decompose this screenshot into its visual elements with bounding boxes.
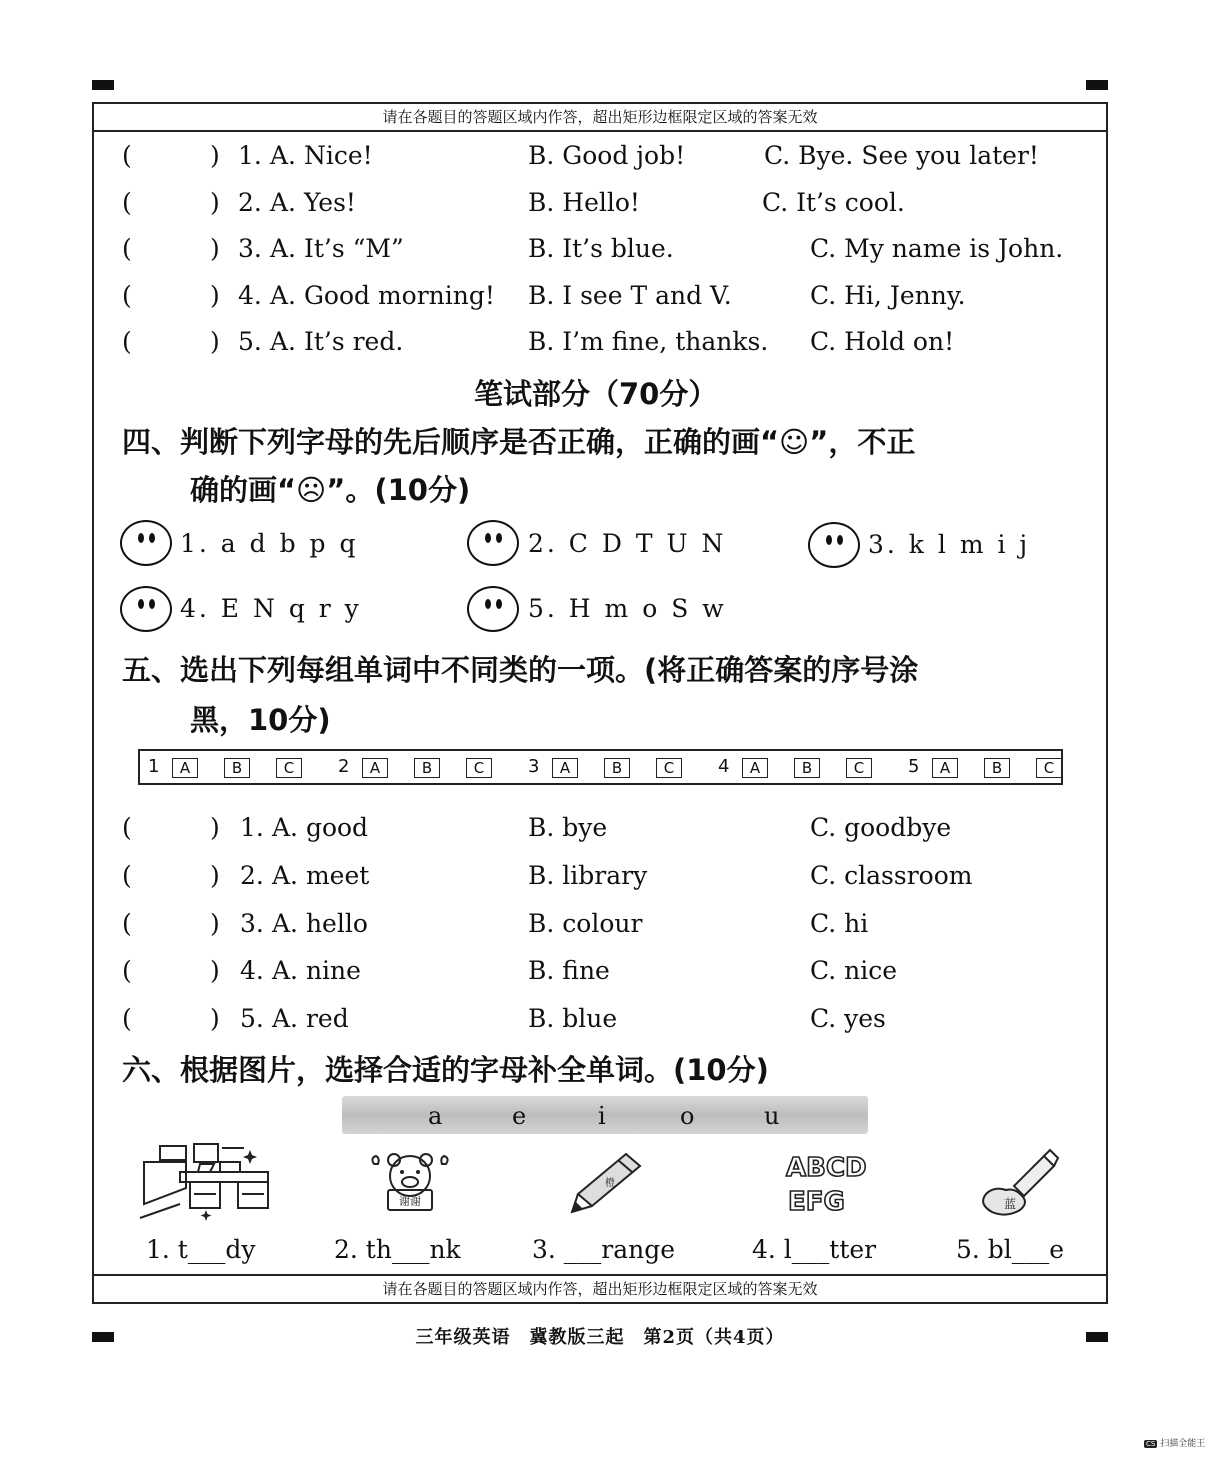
answer-bubble[interactable]: C xyxy=(846,758,872,778)
section5-title-line1: 五、选出下列每组单词中不同类的一项。(将正确答案的序号涂 xyxy=(122,653,919,687)
section4-title-line1: 四、判断下列字母的先后顺序是否正确，正确的画“☺”，不正 xyxy=(122,425,916,459)
answer-key-strip xyxy=(138,749,1063,785)
option-c: C. Bye. See you later! xyxy=(764,141,1039,170)
letter-sequence: 5. H m o S w xyxy=(528,594,727,623)
question-row xyxy=(0,997,1200,1041)
option-c: C. classroom xyxy=(810,860,973,890)
question-number: 5. xyxy=(238,327,262,356)
paren-close: ) xyxy=(210,280,220,310)
answer-bubble[interactable]: C xyxy=(1036,758,1062,778)
question-row xyxy=(0,854,1200,898)
answer-bubble[interactable]: A xyxy=(742,758,768,778)
orange-crayon-illustration xyxy=(570,1150,646,1214)
option-a: A. meet xyxy=(272,860,370,890)
paren-close: ) xyxy=(210,187,220,217)
alphabet-top-row: ABCD xyxy=(786,1153,867,1183)
option-c: C. hi xyxy=(810,908,869,938)
option-b: B. fine xyxy=(528,956,610,986)
answer-bubble[interactable]: A xyxy=(362,758,388,778)
question-number: 5. xyxy=(240,1004,264,1034)
answer-face-circle[interactable] xyxy=(808,522,860,568)
paren-open[interactable]: ( xyxy=(122,280,132,310)
header-note: 请在各题目的答题区域内作答，超出矩形边框限定区域的答案无效 xyxy=(94,104,1106,132)
answer-face-circle[interactable] xyxy=(467,520,519,566)
question-number: 4. xyxy=(238,280,262,310)
section5-title-line2: 黑，10分) xyxy=(190,703,331,737)
answer-face-circle[interactable] xyxy=(120,520,172,566)
question-row xyxy=(0,227,1200,271)
answer-key-number: 1 xyxy=(148,756,160,777)
question-row xyxy=(0,949,1200,993)
letter-option: a xyxy=(428,1102,443,1130)
fill-in-word[interactable]: 5. bl___e xyxy=(956,1235,1065,1264)
option-c: C. Hi, Jenny. xyxy=(810,280,966,310)
answer-bubble[interactable]: A xyxy=(552,758,578,778)
fill-in-word[interactable]: 1. t___dy xyxy=(146,1235,256,1264)
answer-bubble[interactable]: B xyxy=(794,758,820,778)
option-b: B. It’s blue. xyxy=(528,234,674,263)
option-b: B. Hello! xyxy=(528,187,640,217)
option-c: C. It’s cool. xyxy=(762,187,905,217)
paren-close: ) xyxy=(210,234,220,263)
option-a: A. Nice! xyxy=(270,141,373,170)
tidy-room-illustration xyxy=(140,1142,275,1222)
option-b: B. library xyxy=(528,860,648,890)
option-a: A. hello xyxy=(272,908,368,938)
letter-option: i xyxy=(598,1102,606,1130)
letter-sequence: 2. C D T U N xyxy=(528,529,727,558)
answer-bubble[interactable]: B xyxy=(224,758,250,778)
paren-close: ) xyxy=(210,1004,220,1034)
paren-close: ) xyxy=(210,860,220,890)
paint-label: 蓝 xyxy=(1003,1197,1017,1211)
question-number: 1. xyxy=(240,813,264,842)
option-b: B. colour xyxy=(528,908,643,938)
answer-face-circle[interactable] xyxy=(467,586,519,632)
paren-open[interactable]: ( xyxy=(122,860,132,890)
option-b: B. blue xyxy=(528,1004,618,1034)
answer-key-number: 5 xyxy=(908,756,920,777)
question-row xyxy=(0,134,1200,178)
question-number: 2. xyxy=(240,860,264,890)
option-a: A. It’s “M” xyxy=(270,234,404,263)
blue-paint-tube-illustration xyxy=(974,1146,1058,1218)
option-a: A. good xyxy=(272,813,369,842)
crayon-label: 橙 xyxy=(605,1178,615,1189)
option-a: A. Good morning! xyxy=(270,280,495,310)
scanner-watermark: CS 扫描全能王 xyxy=(1146,1439,1205,1449)
alphabet-bottom-row: EFG xyxy=(788,1187,845,1217)
answer-key-number: 4 xyxy=(718,756,730,777)
section4-title-line2: 确的画“☹”。(10分) xyxy=(190,473,471,507)
option-c: C. yes xyxy=(810,1004,886,1034)
alphabet-letters-illustration xyxy=(784,1148,896,1218)
letter-option: e xyxy=(512,1102,527,1130)
letter-bank xyxy=(342,1096,868,1134)
option-b: B. I’m fine, thanks. xyxy=(528,327,769,356)
paren-open[interactable]: ( xyxy=(122,813,132,842)
option-c: C. Hold on! xyxy=(810,327,955,356)
question-number: 4. xyxy=(240,956,264,986)
paren-close: ) xyxy=(210,908,220,938)
question-row xyxy=(0,320,1200,364)
answer-bubble[interactable]: B xyxy=(414,758,440,778)
option-a: A. red xyxy=(272,1004,349,1034)
option-c: C. My name is John. xyxy=(810,234,1064,263)
answer-key-number: 2 xyxy=(338,756,350,777)
paren-open[interactable]: ( xyxy=(122,187,132,217)
answer-bubble[interactable]: B xyxy=(984,758,1010,778)
written-section-title: 笔试部分（70分） xyxy=(474,377,718,411)
paren-open[interactable]: ( xyxy=(122,234,132,263)
answer-bubble[interactable]: C xyxy=(656,758,682,778)
paren-open[interactable]: ( xyxy=(122,908,132,938)
fill-in-word[interactable]: 4. l___tter xyxy=(752,1235,877,1264)
question-number: 1. xyxy=(238,141,262,170)
paren-close: ) xyxy=(210,813,220,842)
option-a: A. It’s red. xyxy=(270,327,404,356)
answer-bubble[interactable]: B xyxy=(604,758,630,778)
letter-sequence: 4. E N q r y xyxy=(180,594,362,623)
bear-sign-label: 谢谢 xyxy=(399,1195,421,1208)
question-row xyxy=(0,274,1200,318)
answer-bubble[interactable]: A xyxy=(932,758,958,778)
question-number: 3. xyxy=(240,908,264,938)
registration-mark xyxy=(1086,80,1108,90)
answer-bubble[interactable]: A xyxy=(172,758,198,778)
thank-you-bear-illustration xyxy=(368,1150,452,1216)
question-row xyxy=(0,806,1200,850)
option-b: B. bye xyxy=(528,813,608,842)
watermark-text: 扫描全能王 xyxy=(1160,1439,1205,1449)
paren-close: ) xyxy=(210,141,220,170)
option-c: C. nice xyxy=(810,956,898,986)
footer-note: 请在各题目的答题区域内作答，超出矩形边框限定区域的答案无效 xyxy=(94,1274,1106,1302)
fill-in-word[interactable]: 2. th___nk xyxy=(334,1235,461,1264)
registration-mark xyxy=(92,80,114,90)
page-footer: 三年级英语 冀教版三起 第2页（共4页） xyxy=(415,1327,785,1348)
paren-close: ) xyxy=(210,327,220,356)
question-number: 2. xyxy=(238,187,262,217)
paren-open[interactable]: ( xyxy=(122,1004,132,1034)
question-row xyxy=(0,181,1200,225)
paren-open[interactable]: ( xyxy=(122,327,132,356)
option-c: C. goodbye xyxy=(810,813,952,842)
option-a: A. nine xyxy=(272,956,361,986)
section6-title: 六、根据图片，选择合适的字母补全单词。(10分) xyxy=(122,1053,769,1087)
question-row xyxy=(0,902,1200,946)
option-b: B. Good job! xyxy=(528,141,686,170)
answer-bubble[interactable]: C xyxy=(466,758,492,778)
answer-key-number: 3 xyxy=(528,756,540,777)
letter-option: o xyxy=(680,1102,695,1130)
letter-sequence: 1. a d b p q xyxy=(180,529,359,558)
paren-open[interactable]: ( xyxy=(122,141,132,170)
letter-sequence: 3. k l m i j xyxy=(868,530,1031,559)
question-number: 3. xyxy=(238,234,262,263)
answer-bubble[interactable]: C xyxy=(276,758,302,778)
answer-face-circle[interactable] xyxy=(120,586,172,632)
paren-close: ) xyxy=(210,956,220,986)
option-a: A. Yes! xyxy=(270,187,356,217)
fill-in-word[interactable]: 3. ___range xyxy=(532,1235,676,1264)
paren-open[interactable]: ( xyxy=(122,956,132,986)
letter-option: u xyxy=(764,1102,780,1130)
option-b: B. I see T and V. xyxy=(528,280,732,310)
